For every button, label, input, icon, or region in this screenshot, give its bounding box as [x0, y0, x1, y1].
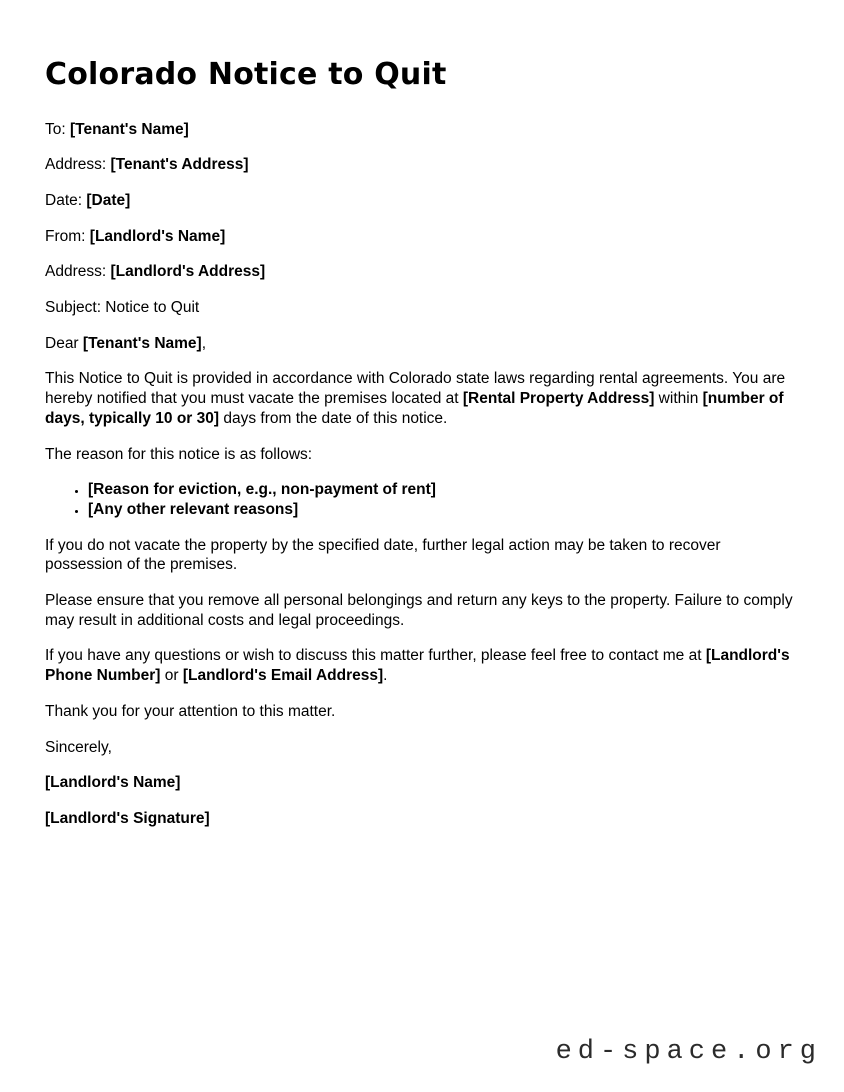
- text-run: ,: [201, 334, 207, 352]
- placeholder-field: [Any other relevant reasons]: [88, 500, 299, 518]
- document-paragraph: [45, 334, 801, 354]
- document-paragraph: [45, 262, 801, 282]
- document-paragraph: [45, 738, 801, 758]
- document-paragraph: [45, 591, 801, 630]
- placeholder-field: [Landlord's Email Address]: [182, 667, 384, 685]
- placeholder-field: [Landlord's Name]: [89, 227, 226, 245]
- text-run: To:: [45, 120, 70, 138]
- bullet-item: [88, 480, 801, 500]
- text-run: Address:: [45, 263, 111, 281]
- placeholder-field: [Landlord's Phone Number]: [45, 647, 790, 685]
- text-run: The reason for this notice is as follows:: [45, 445, 313, 463]
- document-paragraph: [45, 120, 801, 140]
- placeholder-field: [Tenant's Name]: [69, 120, 189, 138]
- document-paragraph: [45, 646, 801, 685]
- placeholder-field: [Landlord's Address]: [110, 263, 266, 281]
- placeholder-field: [Landlord's Signature]: [45, 809, 210, 827]
- text-run: Dear: [45, 334, 83, 352]
- placeholder-field: [Tenant's Address]: [110, 156, 249, 174]
- document-paragraph: [45, 809, 801, 829]
- text-run: If you have any questions or wish to discuss this matter further, please feel free to contact me at: [45, 647, 706, 665]
- text-run: Sincerely,: [45, 738, 112, 756]
- text-run: Address:: [45, 156, 111, 174]
- text-run: within: [654, 390, 703, 408]
- document-paragraph: [45, 773, 801, 793]
- document-paragraph: [45, 445, 801, 465]
- document-blocks: [45, 120, 801, 829]
- text-run: or: [160, 667, 183, 685]
- page-title: Colorado Notice to Quit: [45, 57, 447, 92]
- document-paragraph: [45, 191, 801, 211]
- text-run: days from the date of this notice.: [219, 409, 448, 427]
- placeholder-field: [Reason for eviction, e.g., non-payment of rent]: [88, 481, 436, 499]
- document-paragraph: [45, 155, 801, 175]
- text-run: Thank you for your attention to this matter.: [45, 702, 336, 720]
- document-paragraph: [45, 536, 801, 575]
- document-paragraph: [45, 298, 801, 318]
- text-run: .: [383, 667, 388, 685]
- placeholder-field: [number of days, typically 10 or 30]: [45, 390, 784, 427]
- document-paragraph: [45, 227, 801, 247]
- text-run: This Notice to Quit is provided in accordance with Colorado state laws regarding rental agreements. You are hereby notified that you must vacate the premises located at: [45, 370, 786, 408]
- placeholder-field: [Date]: [86, 191, 131, 209]
- placeholder-field: [Rental Property Address]: [462, 390, 655, 408]
- footer-watermark: ed-space.org: [555, 1037, 822, 1067]
- text-run: From:: [45, 227, 90, 245]
- document-paragraph: [45, 369, 801, 428]
- bullet-list: [45, 480, 801, 519]
- placeholder-field: [Landlord's Name]: [45, 774, 181, 792]
- placeholder-field: [Tenant's Name]: [82, 334, 202, 352]
- text-run: Please ensure that you remove all personal belongings and return any keys to the property. Failure to comply may result in additional costs and legal proceedings.: [45, 592, 793, 629]
- document-paragraph: [45, 702, 801, 722]
- text-run: If you do not vacate the property by the specified date, further legal action may be taken to recover possession of the premises.: [45, 536, 721, 574]
- bullet-item: [88, 500, 801, 520]
- text-run: Subject: Notice to Quit: [45, 299, 200, 317]
- text-run: Date:: [45, 191, 87, 209]
